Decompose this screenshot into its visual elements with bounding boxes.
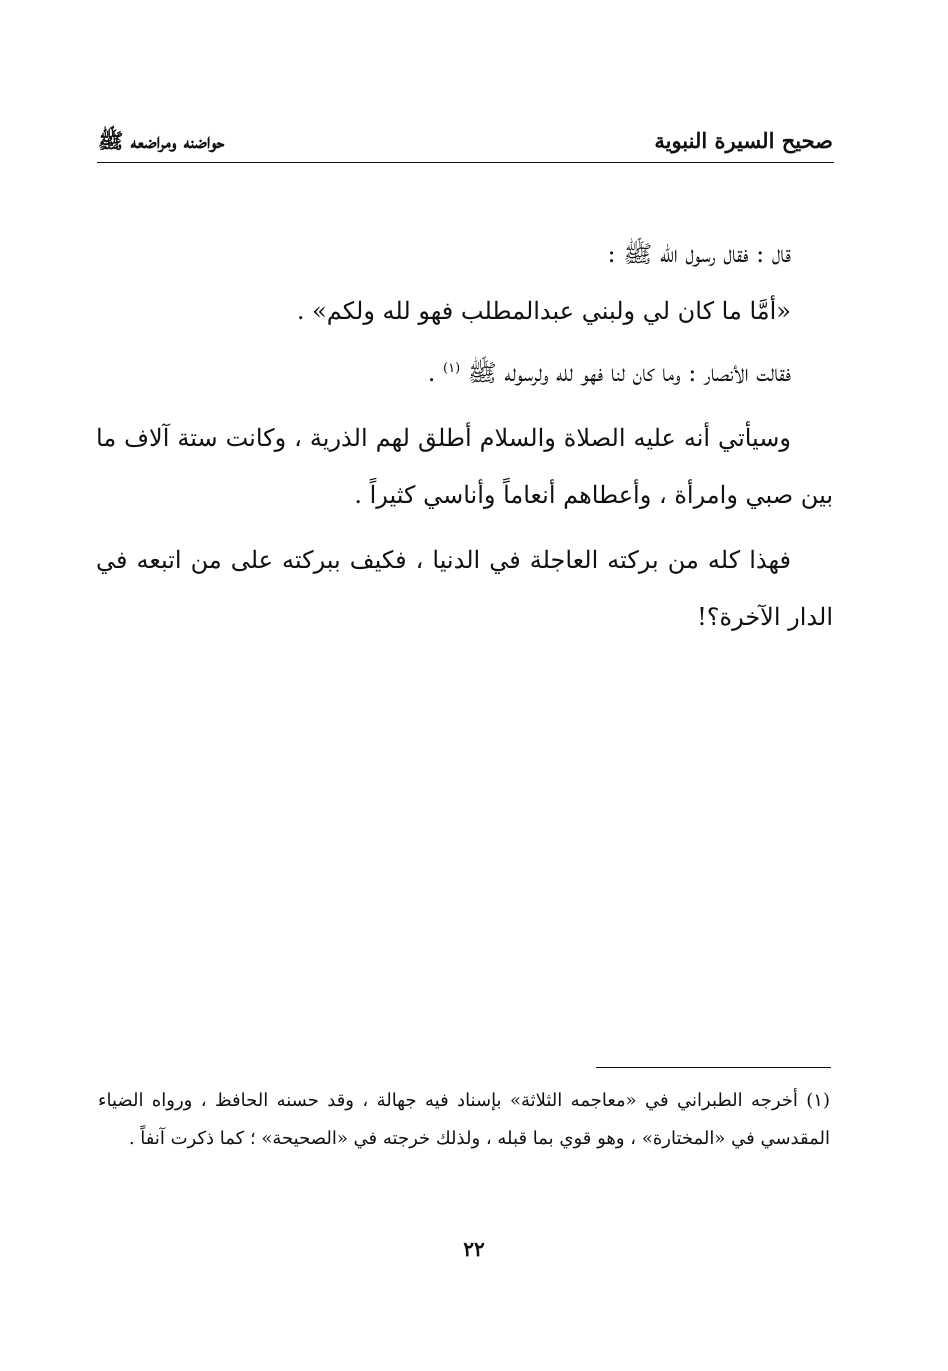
paragraph-4: وسيأتي أنه عليه الصلاة والسلام أطلق لهم الذرية ، وكانت ستة آلاف ما بين صبي وامرأة ، وأعطاهم أنعاماً وأناسي كثيراً . xyxy=(96,424,833,509)
paragraph-1: قال : فقال رسول الله ﷺ : xyxy=(607,240,791,268)
main-text xyxy=(96,226,833,646)
header-rule xyxy=(97,162,834,163)
book-title: صحيح السيرة النبوية xyxy=(654,128,833,153)
chapter-title: حواضنه ومراضعه ﷺ xyxy=(98,128,225,153)
footnote-reference[interactable]: (١) xyxy=(443,361,461,376)
footnote-text: (١) أخرجه الطبراني في «معاجمه الثلاثة» بإسناد فيه جهالة ، وقد حسنه الحافظ ، ورواه الضياء المقدسي في «المختارة» ، وهو قوي بما قبله ، ولذلك خرجته في «الصحيحة» ؛ كما ذكرت آنفاً . xyxy=(98,1090,830,1149)
footnote xyxy=(98,1082,830,1158)
paragraph-2: «أمَّا ما كان لي ولبني عبدالمطلب فهو لله ولكم» . xyxy=(296,297,791,325)
page-number: ٢٢ xyxy=(463,1237,485,1261)
running-header xyxy=(98,122,833,162)
paragraph-3-end: . xyxy=(427,359,443,387)
paragraph-5: فهذا كله من بركته العاجلة في الدنيا ، فكيف ببركته على من اتبعه في الدار الآخرة؟! xyxy=(96,546,833,631)
footnote-rule xyxy=(596,1067,831,1068)
paragraph-3 xyxy=(96,340,833,402)
paragraph-3-text: فقالت الأنصار : وما كان لنا فهو لله ولرسوله ﷺ xyxy=(467,359,791,387)
